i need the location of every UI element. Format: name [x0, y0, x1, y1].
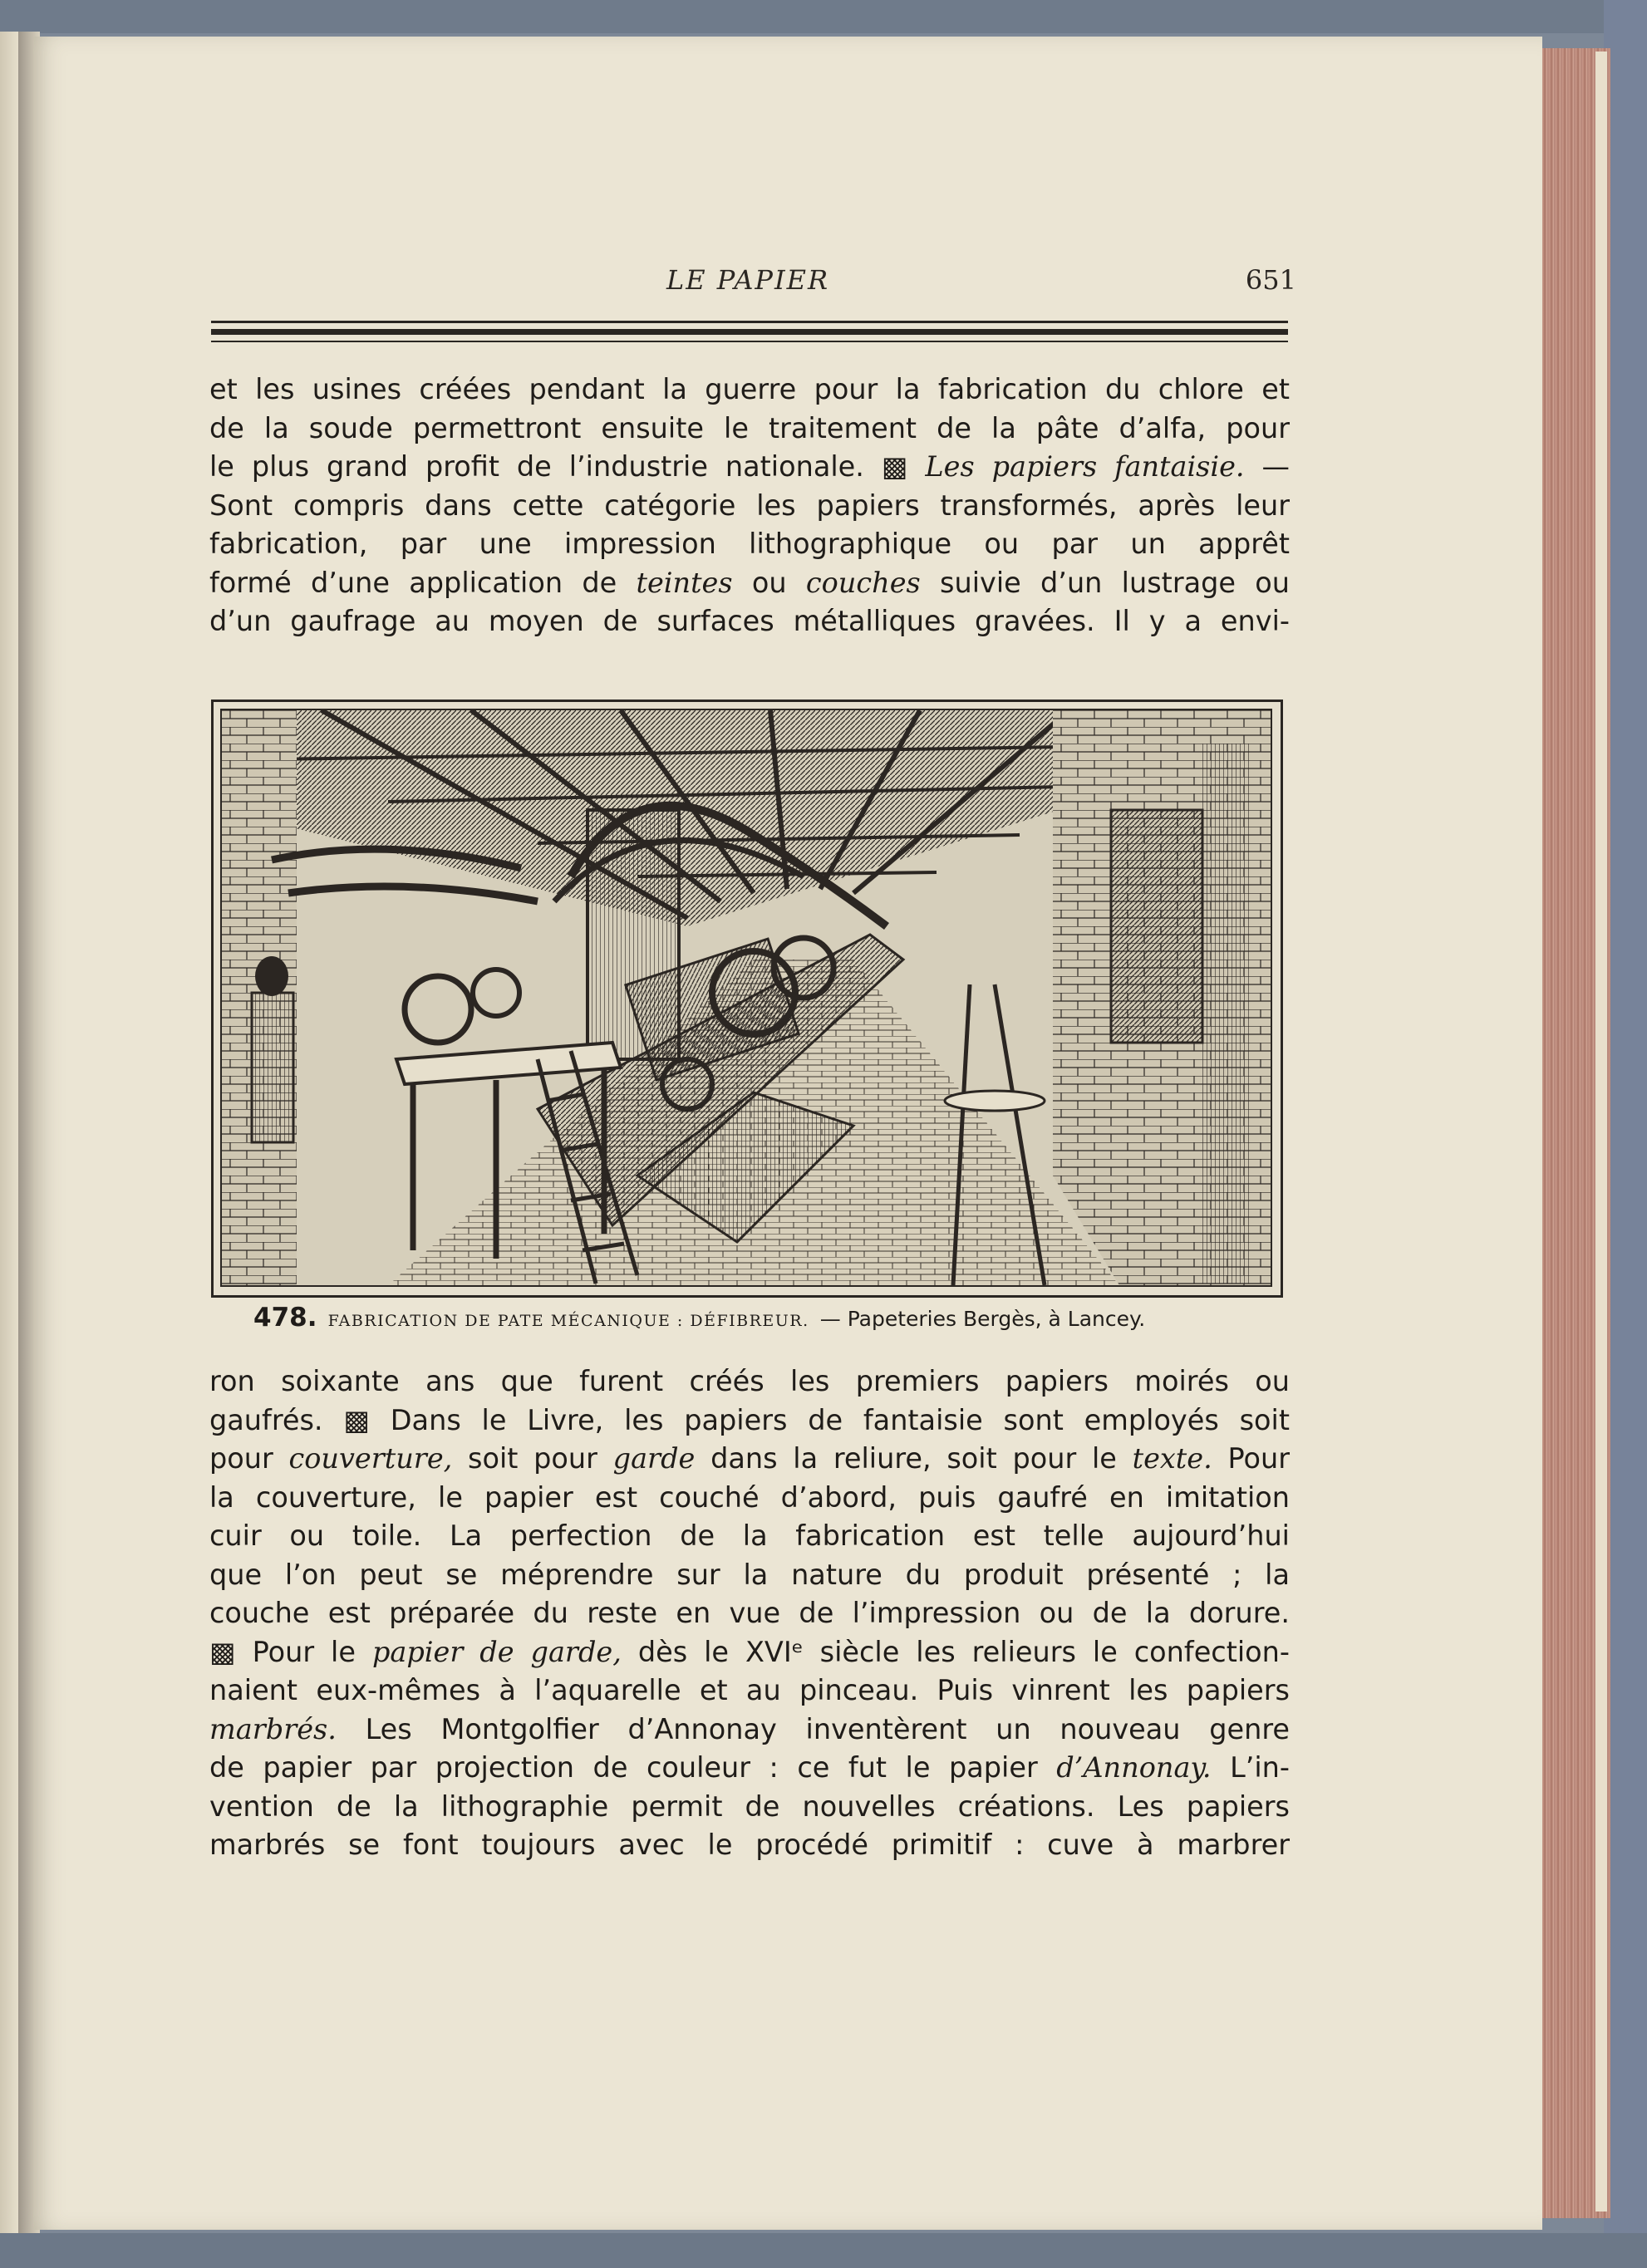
italic-run: teintes — [636, 566, 733, 599]
text-run: que l’on peut se méprendre sur la nature du produit présenté ; la — [209, 1558, 1290, 1591]
text-run: de la soude permettront ensuite le traitement de la pâte d’alfa, pour — [209, 411, 1290, 444]
text-line — [209, 1479, 1290, 1518]
text-line — [209, 1440, 1290, 1479]
text-run: fabrication, par une impression lithographique ou par un apprêt — [209, 528, 1290, 560]
text-line — [209, 1826, 1290, 1865]
text-run: dans la reliure, soit pour le — [695, 1442, 1133, 1475]
text-run: L’in- — [1211, 1751, 1291, 1784]
italic-run: couverture, — [288, 1442, 453, 1475]
header-rule-thick — [211, 329, 1288, 335]
text-run: ou — [732, 566, 806, 599]
figure-number: 478. — [253, 1303, 317, 1333]
text-line — [209, 410, 1290, 449]
text-run: pour — [209, 1442, 289, 1475]
engraving-illustration — [220, 709, 1272, 1287]
text-run: ▩ Pour le — [209, 1635, 372, 1668]
italic-run: Les papiers fantaisie. — [925, 450, 1245, 483]
text-line — [209, 1517, 1290, 1556]
italic-run: garde — [612, 1442, 696, 1475]
text-run: dès le XVIᵉ siècle les relieurs le confection- — [621, 1635, 1290, 1668]
text-line — [209, 1556, 1290, 1595]
text-run: Sont compris dans cette catégorie les papiers transformés, après leur — [209, 488, 1290, 522]
text-run: le plus grand profit de l’industrie nationale. ▩ — [209, 450, 926, 483]
text-run: naient eux-mêmes à l’aquarelle et au pinceau. Puis vinrent les papiers — [209, 1674, 1290, 1706]
text-run: — — [1244, 450, 1290, 483]
text-run: couche est préparée du reste en vue de l’impression ou de la dorure. — [209, 1597, 1290, 1629]
defibreur-engraving — [222, 710, 1271, 1285]
paragraph-top — [209, 371, 1290, 641]
text-line — [209, 1362, 1290, 1402]
text-run: cuir ou toile. La perfection de la fabrication est telle aujourd’hui — [209, 1519, 1290, 1552]
facing-page-edge — [0, 32, 18, 2233]
text-run: gaufrés. ▩ Dans le Livre, les papiers de fantaisie sont employés soit — [209, 1403, 1290, 1436]
text-run: Pour — [1212, 1442, 1290, 1475]
page-edge-highlight — [1595, 52, 1607, 2212]
text-line — [209, 525, 1290, 564]
text-run: Les Montgolfier d’Annonay inventèrent un nouveau genre — [336, 1712, 1290, 1745]
italic-run: papier de garde, — [371, 1635, 622, 1668]
running-title: LE PAPIER — [666, 264, 830, 296]
text-run: marbrés se font toujours avec le procédé primitif : cuve à marbrer — [209, 1829, 1290, 1861]
text-line — [209, 371, 1290, 410]
text-run: suivie d’un lustrage ou — [920, 566, 1290, 599]
header-rule-thin — [211, 341, 1288, 342]
text-run: ron soixante ans que furent créés les premiers papiers moirés ou — [209, 1365, 1290, 1397]
paragraph-bottom — [209, 1362, 1290, 1865]
text-run: formé d’une application de — [209, 566, 637, 599]
text-line — [209, 1788, 1290, 1827]
text-run: de papier par projection de couleur : ce fut le papier — [209, 1751, 1057, 1784]
text-run: soit pour — [452, 1442, 613, 1475]
figure-caption-credit: — Papeteries Bergès, à Lancey. — [819, 1307, 1146, 1331]
text-run: la couverture, le papier est couché d’abord, puis gaufré en imitation — [209, 1480, 1290, 1514]
italic-run: d’Annonay. — [1056, 1751, 1212, 1784]
binding-cloth-bottom — [0, 2233, 1647, 2268]
figure-caption-label: FABRICATION DE PATE MÉCANIQUE : DÉFIBREUR. — [327, 1312, 809, 1330]
page-number: 651 — [1245, 264, 1296, 296]
text-run: vention de la lithographie permit de nouvelles créations. Les papiers — [209, 1789, 1290, 1823]
text-line — [209, 1672, 1290, 1711]
header-rule — [211, 321, 1288, 323]
italic-run: marbrés. — [209, 1712, 337, 1745]
text-line — [209, 1594, 1290, 1633]
text-line — [209, 487, 1290, 526]
figure-caption — [253, 1303, 1251, 1333]
italic-run: couches — [805, 566, 921, 599]
text-line — [209, 1711, 1290, 1750]
text-run: et les usines créées pendant la guerre pour la fabrication du chlore et — [209, 373, 1290, 405]
text-line — [209, 1402, 1290, 1441]
text-line — [209, 1749, 1290, 1788]
text-line — [209, 602, 1290, 641]
figure-frame — [211, 700, 1283, 1298]
text-line — [209, 448, 1290, 487]
italic-run: texte. — [1132, 1442, 1212, 1475]
text-line — [209, 564, 1290, 603]
binding-cloth-top — [0, 0, 1647, 33]
text-line — [209, 1633, 1290, 1672]
text-run: d’un gaufrage au moyen de surfaces métalliques gravées. Il y a envi- — [209, 605, 1290, 637]
